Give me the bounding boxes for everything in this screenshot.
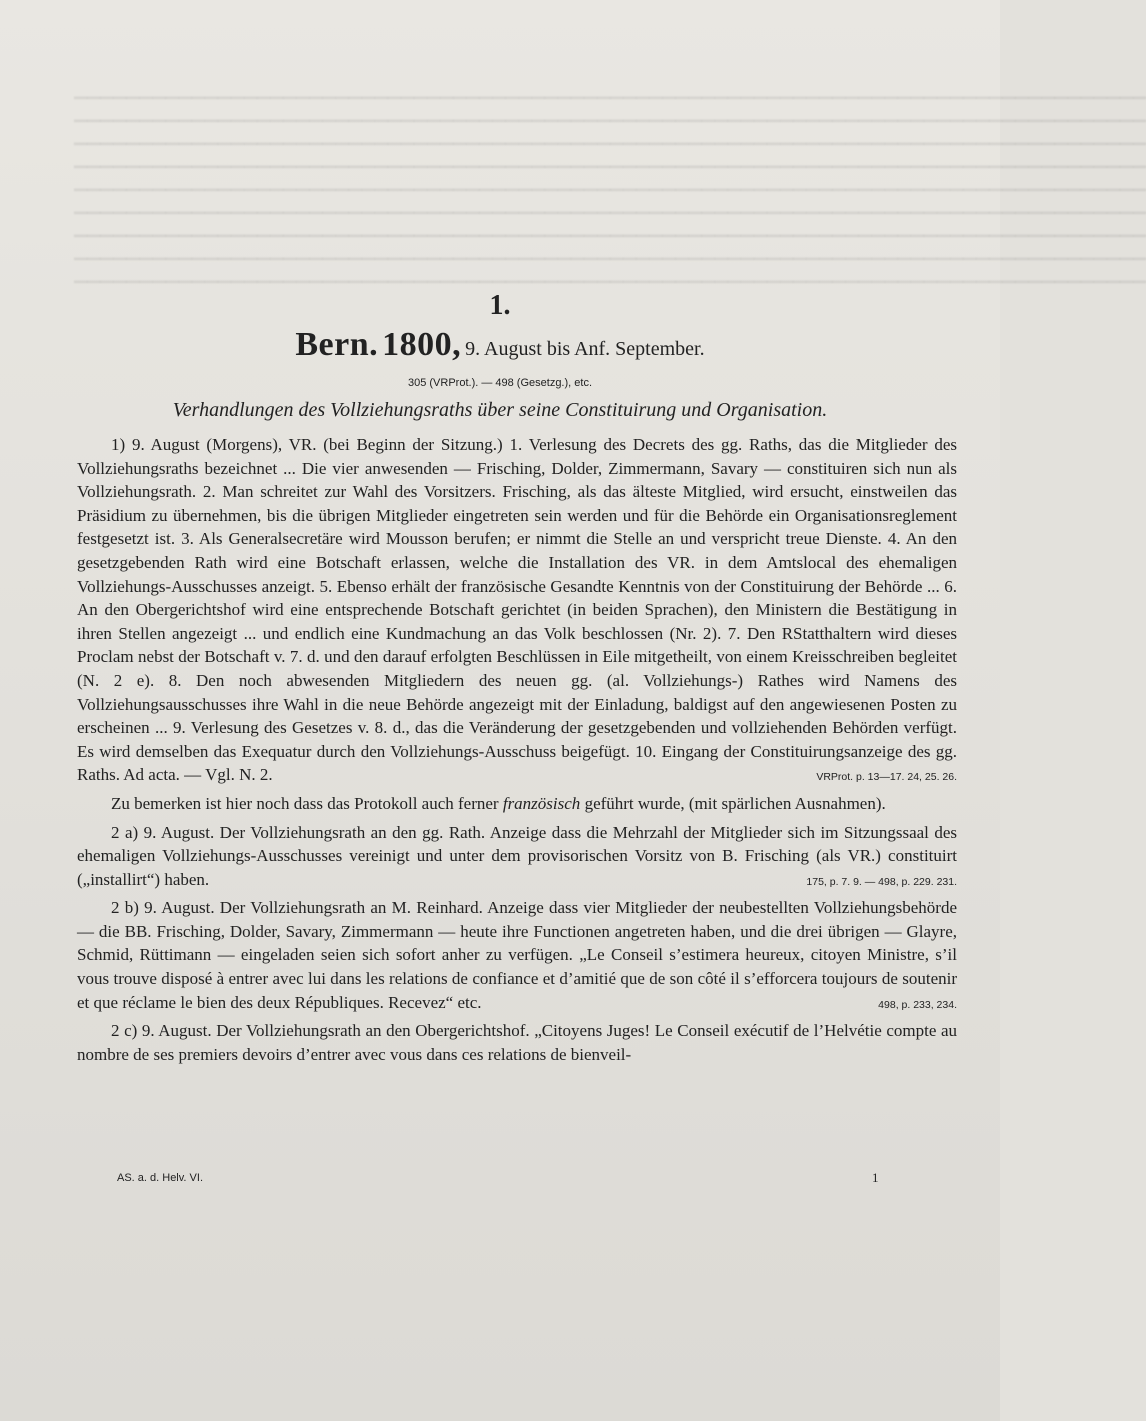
document-subtitle: Verhandlungen des Vollziehungsraths über seine Constituirung und Organisation. bbox=[172, 399, 828, 421]
paragraph-2c bbox=[77, 1019, 957, 1066]
source-references: 305 (VRProt.). — 498 (Gesetzg.), etc. bbox=[407, 377, 592, 389]
paragraph-1 bbox=[77, 433, 957, 787]
paragraph-2a bbox=[77, 821, 957, 892]
document-heading bbox=[0, 326, 1000, 364]
paragraph-note-italic: französisch bbox=[502, 793, 581, 813]
paragraph-1-text: 1) 9. August (Morgens), VR. (bei Beginn der Sitzung.) 1. Verlesung des Decrets des gg. Raths, das die Mitglieder des Vollziehungsraths bezeichnet ... Die vier anwesenden — Frisching, Dolder, Zimmermann, Savary — constituiren sich nun als Vollziehungsrath. 2. Man schreitet zur Wahl des Vorsitzers. Frisching, als das älteste Mitglied, wird ersucht, einstweilen das Präsidium zu übernehmen, bis die übrigen Mitglieder eingetreten sein werden und für die Behörde ein Organisationsreglement festgesetzt ist. 3. Als Generalsecretäre wird Mousson berufen; er nimmt die Stelle an und verspricht treue Dienste. 4. An den gesetzgebenden Rath wird eine Botschaft erlassen, welche die Installation des VR. in dem Amtslocal des ehemaligen Vollziehungs-Ausschusses anzeigt. 5. Ebenso erhält der französische Gesandte Kenntnis von der Constituirung der Behörde ... 6. An den Obergerichtshof wird eine entsprechende Botschaft gerichtet (in beiden Sprachen), den Ministern die Bestätigung in ihren Stellen angezeigt ... und endlich eine Kundmachung an das Volk beschlossen (Nr. 2). 7. Den RStatthaltern wird dieses Proclam nebst der Botschaft v. 7. d. und den darauf erfolgten Beschlüssen in Eile mitgetheilt, von einem Kreisschreiben begleitet (N. 2 e). 8. Den noch abwesenden Mitgliedern des neuen gg. (al. Vollziehungs-) Rathes wird Namens des Vollziehungsausschusses ihre Wahl in die neue Behörde angezeigt mit der Einladung, baldigst auf den angewiesenen Posten zu erscheinen ... 9. Verlesung des Gesetzes v. 8. d., das die Veränderung der gesetzgebenden und vollziehenden Behörden verfügt. Es wird demselben das Exequatur durch den Vollziehungs-Ausschuss beigefügt. 10. Eingang der Constituirungsanzeige des gg. Raths. Ad acta. — Vgl. N. 2. bbox=[77, 435, 957, 785]
heading-place: Bern. bbox=[295, 326, 379, 363]
bleed-through-texture: ▁▁▁▁▁▁▁▁▁▁▁▁▁▁▁▁▁▁▁▁▁▁▁▁▁▁▁▁▁▁▁▁▁▁▁▁▁▁▁▁▁▁▁▁▁▁▁▁▁▁▁▁▁▁▁▁▁▁▁▁▁▁▁▁▁▁▁▁▁▁▁▁▁▁▁▁▁▁▁▁▁▁ ▁▁▁▁▁▁▁▁▁▁▁▁▁▁▁▁▁▁▁▁▁▁▁▁▁▁▁▁▁▁▁▁▁▁▁▁▁▁▁▁▁▁▁▁▁▁▁▁▁▁▁▁▁▁▁▁▁▁▁▁▁▁▁▁▁▁▁▁▁▁▁▁▁▁▁▁▁▁▁▁▁▁ ▁▁▁▁▁▁▁▁▁▁▁▁▁▁▁▁▁▁▁▁▁▁▁▁▁▁▁▁▁▁▁▁▁▁▁▁▁▁▁▁▁▁▁▁▁▁▁▁▁▁▁▁▁▁▁▁▁▁▁▁▁▁▁▁▁▁▁▁▁▁▁▁▁▁▁▁▁▁▁▁▁▁ ▁▁▁▁▁▁▁▁▁▁▁▁▁▁▁▁▁▁▁▁▁▁▁▁▁▁▁▁▁▁▁▁▁▁▁▁▁▁▁▁▁▁▁▁▁▁▁▁▁▁▁▁▁▁▁▁▁▁▁▁▁▁▁▁▁▁▁▁▁▁▁▁▁▁▁▁▁▁▁▁▁▁ ▁▁▁▁▁▁▁▁▁▁▁▁▁▁▁▁▁▁▁▁▁▁▁▁▁▁▁▁▁▁▁▁▁▁▁▁▁▁▁▁▁▁▁▁▁▁▁▁▁▁▁▁▁▁▁▁▁▁▁▁▁▁▁▁▁▁▁▁▁▁▁▁▁▁▁▁▁▁▁▁▁▁ ▁▁▁▁▁▁▁▁▁▁▁▁▁▁▁▁▁▁▁▁▁▁▁▁▁▁▁▁▁▁▁▁▁▁▁▁▁▁▁▁▁▁▁▁▁▁▁▁▁▁▁▁▁▁▁▁▁▁▁▁▁▁▁▁▁▁▁▁▁▁▁▁▁▁▁▁▁▁▁▁▁▁ ▁▁▁▁▁▁▁▁▁▁▁▁▁▁▁▁▁▁▁▁▁▁▁▁▁▁▁▁▁▁▁▁▁▁▁▁▁▁▁▁▁▁▁▁▁▁▁▁▁▁▁▁▁▁▁▁▁▁▁▁▁▁▁▁▁▁▁▁▁▁▁▁▁▁▁▁▁▁▁▁▁▁ ▁▁▁▁▁▁▁▁▁▁▁▁▁▁▁▁▁▁▁▁▁▁▁▁▁▁▁▁▁▁▁▁▁▁▁▁▁▁▁▁▁▁▁▁▁▁▁▁▁▁▁▁▁▁▁▁▁▁▁▁▁▁▁▁▁▁▁▁▁▁▁▁▁▁▁▁▁▁▁▁▁▁ ▁▁▁▁▁▁▁▁▁▁▁▁▁▁▁▁▁▁▁▁▁▁▁▁▁▁▁▁▁▁▁▁▁▁▁▁▁▁▁▁▁▁▁▁▁▁▁▁▁▁▁▁▁▁▁▁▁▁▁▁▁▁▁▁▁▁▁▁▁▁▁▁▁▁▁▁▁▁▁▁▁▁ bbox=[74, 80, 1146, 283]
paragraph-2b bbox=[77, 896, 957, 1014]
page-number: 1 bbox=[872, 1170, 879, 1185]
paragraph-1-reference: VRProt. p. 13—17. 24, 25. 26. bbox=[816, 771, 957, 784]
paragraph-2b-reference: 498, p. 233, 234. bbox=[878, 998, 957, 1011]
heading-year: 1800, bbox=[382, 326, 462, 363]
paragraph-note-text-after: geführt wurde, (mit spärlichen Ausnahmen). bbox=[580, 793, 886, 813]
paragraph-2b-text: 2 b) 9. August. Der Vollziehungsrath an M. Reinhard. Anzeige dass vier Mitglieder der neubestellten Vollziehungsbehörde — die BB. Frisching, Dolder, Savary, Zimmermann — heute ihre Functionen angetreten haben, und die drei übrigen — Glayre, Schmid, Rüttimann — eingeladen seien sich sofort anher zu verfügen. „Le Conseil s’estimera heureux, citoyen Ministre, s’il vous trouve disposé à entrer avec lui dans les relations de confiance et d’amitié que de son côté il s’efforcera toujours de soutenir et que réclame le bien des deux Républiques. Recevez“ etc. bbox=[77, 898, 957, 1012]
paragraph-2a-reference: 175, p. 7. 9. — 498, p. 229. 231. bbox=[806, 875, 957, 888]
footer-signature: AS. a. d. Helv. VI. bbox=[117, 1172, 203, 1184]
paragraph-2a-text: 2 a) 9. August. Der Vollziehungsrath an den gg. Rath. Anzeige dass die Mehrzahl der Mitglieder sich im Sitzungssaal des ehemaligen Vollziehungs-Ausschusses vereinigt und unter dem provisorischen Vorsitz von B. Frisching (als VR.) constituirt („installirt“) haben. bbox=[77, 822, 957, 889]
document-body bbox=[77, 433, 957, 1066]
paragraph-note-text-before: Zu bemerken ist hier noch dass das Protokoll auch ferner bbox=[111, 793, 503, 813]
document-number: 1. bbox=[489, 290, 511, 321]
paragraph-note bbox=[77, 792, 957, 816]
paragraph-2c-text: 2 c) 9. August. Der Vollziehungsrath an den Obergerichtshof. „Citoyens Juges! Le Conseil exécutif de l’Helvétie compte au nombre de ses premiers devoirs d’entrer avec vous dans ces relations de bienveil- bbox=[77, 1021, 957, 1064]
heading-dates: 9. August bis Anf. September. bbox=[465, 338, 705, 360]
